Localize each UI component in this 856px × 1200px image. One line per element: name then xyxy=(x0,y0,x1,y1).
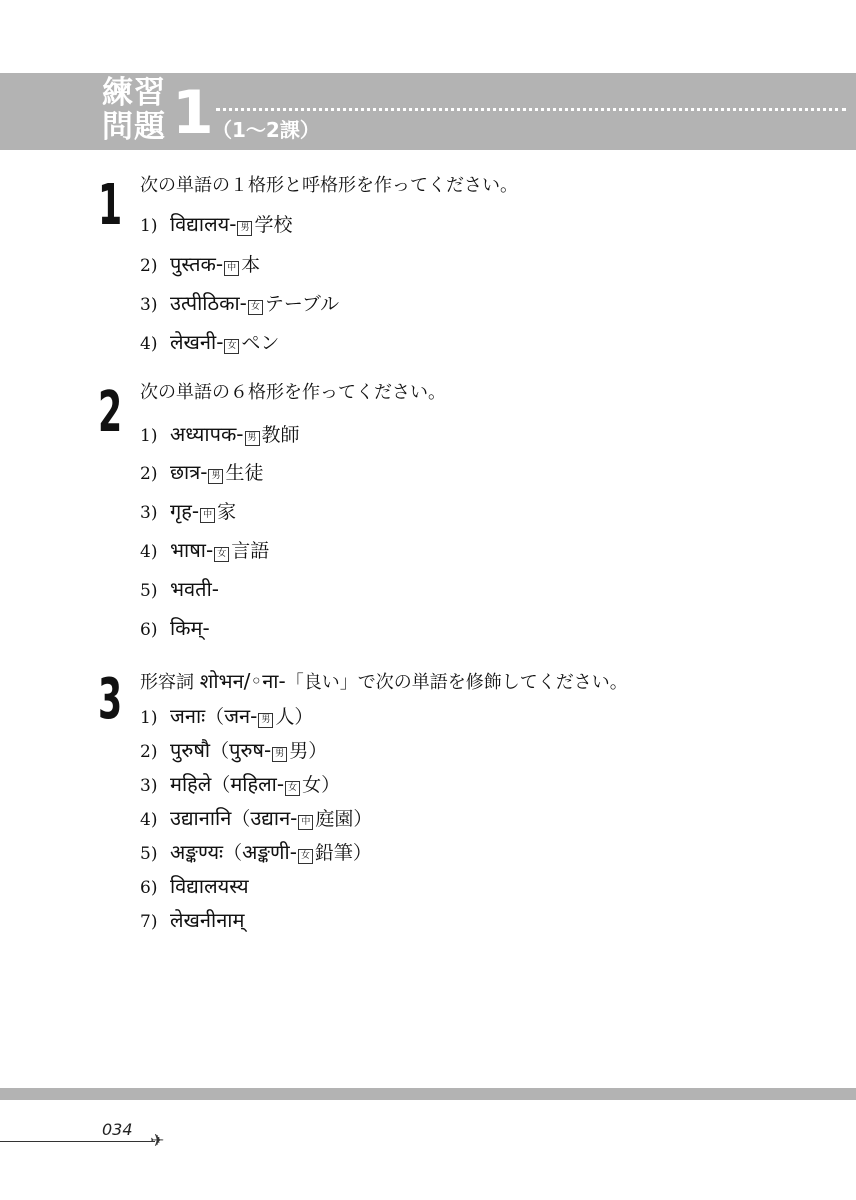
instruction-prefix: 形容詞 xyxy=(140,672,200,693)
list-item xyxy=(140,615,210,643)
word-meaning: ペン xyxy=(241,332,280,354)
sanskrit-word: भाषा- xyxy=(170,538,214,562)
sanskrit-word: विद्यालयस्य xyxy=(170,874,249,898)
sanskrit-word: जनाः xyxy=(170,704,206,728)
item-number: 2) xyxy=(140,256,158,276)
airplane-icon: ✈ xyxy=(150,1131,165,1151)
word-meaning: 鉛筆 xyxy=(314,842,353,864)
base-word: पुरुष- xyxy=(229,738,272,762)
base-word: जन- xyxy=(224,704,258,728)
sanskrit-word: उत्पीठिका- xyxy=(170,291,247,315)
sanskrit-word: गृह- xyxy=(170,499,200,523)
word-meaning: 人 xyxy=(275,706,295,728)
item-number: 6) xyxy=(140,620,158,640)
word-meaning: 言語 xyxy=(231,540,270,562)
gender-marker: 男 xyxy=(237,221,252,236)
list-item xyxy=(140,498,236,526)
page-number: 034 xyxy=(102,1120,133,1139)
sanskrit-word: लेखनी- xyxy=(170,330,224,354)
title-line-1: 練習 xyxy=(102,75,166,111)
section-instruction: 次の単語の６格形を作ってください。 xyxy=(140,382,446,403)
list-item xyxy=(140,537,269,565)
title-line-2: 問題 xyxy=(102,109,166,145)
list-item xyxy=(140,459,263,487)
item-number: 1) xyxy=(140,216,158,236)
section-number: 3 xyxy=(98,667,123,732)
section-number: 1 xyxy=(98,173,123,238)
sanskrit-word: अध्यापक- xyxy=(170,422,244,446)
item-number: 3) xyxy=(140,295,158,315)
sanskrit-word: अङ्कण्यः xyxy=(170,840,224,864)
sanskrit-word: लेखनीनाम् xyxy=(170,908,245,932)
gender-marker: 女 xyxy=(224,339,239,354)
item-number: 5) xyxy=(140,844,158,864)
word-meaning: 女 xyxy=(302,774,322,796)
item-number: 1) xyxy=(140,708,158,728)
item-number: 2) xyxy=(140,742,158,762)
base-word: अङ्कणी- xyxy=(242,840,297,864)
sanskrit-word: भवती- xyxy=(170,577,219,601)
list-item xyxy=(140,290,339,318)
gender-marker: 中 xyxy=(224,261,239,276)
gender-marker: 男 xyxy=(245,431,260,446)
gender-marker: 女 xyxy=(285,781,300,796)
section-instruction: 次の単語の１格形と呼格形を作ってください。 xyxy=(140,175,518,196)
word-meaning: 学校 xyxy=(254,214,293,236)
sanskrit-word: पुस्तक- xyxy=(170,252,224,276)
word-meaning: 庭園 xyxy=(315,808,354,830)
list-item: 5) अङ्कण्यः（अङ्कणी- 女 鉛筆） xyxy=(140,839,372,867)
word-meaning: 家 xyxy=(217,501,237,523)
lesson-range: （1～2課） xyxy=(212,118,320,142)
sanskrit-word: पुरुषौ xyxy=(170,738,211,762)
list-item: 1) जनाः（जन- 男 人） xyxy=(140,703,313,731)
sanskrit-word: उद्यानानि xyxy=(170,806,232,830)
section-instruction xyxy=(140,669,628,695)
item-number: 4) xyxy=(140,810,158,830)
item-number: 7) xyxy=(140,912,158,932)
sanskrit-word: किम्- xyxy=(170,616,210,640)
item-number: 4) xyxy=(140,334,158,354)
item-number: 5) xyxy=(140,581,158,601)
list-item: 3) महिले（महिला- 女 女） xyxy=(140,771,340,799)
exercise-number: 1 xyxy=(172,78,214,148)
list-item xyxy=(140,251,260,279)
sanskrit-word: महिले xyxy=(170,772,212,796)
list-item xyxy=(140,907,244,935)
list-item xyxy=(140,211,292,239)
list-item xyxy=(140,576,219,604)
gender-marker: 女 xyxy=(298,849,313,864)
gender-marker: 男 xyxy=(258,713,273,728)
list-item xyxy=(140,421,300,449)
item-number: 4) xyxy=(140,542,158,562)
word-meaning: 本 xyxy=(241,254,261,276)
list-item xyxy=(140,873,249,901)
instruction-suffix: 「良い」で次の単語を修飾してください。 xyxy=(285,672,628,693)
word-meaning: 男 xyxy=(289,740,309,762)
footer-band xyxy=(0,1088,856,1100)
gender-marker: 女 xyxy=(214,547,229,562)
item-number: 1) xyxy=(140,426,158,446)
sanskrit-word: विद्यालय- xyxy=(170,212,237,236)
gender-marker: 男 xyxy=(208,469,223,484)
adjective-word: शोभन/◦ना- xyxy=(199,669,286,693)
base-word: महिला- xyxy=(230,772,285,796)
page-number-rule xyxy=(0,1141,155,1142)
gender-marker: 中 xyxy=(200,508,215,523)
dotted-divider xyxy=(216,108,846,111)
list-item: 2) पुरुषौ（पुरुष- 男 男） xyxy=(140,737,327,765)
item-number: 6) xyxy=(140,878,158,898)
item-number: 3) xyxy=(140,503,158,523)
base-word: उद्यान- xyxy=(250,806,298,830)
item-number: 3) xyxy=(140,776,158,796)
word-meaning: 教師 xyxy=(261,424,300,446)
list-item xyxy=(140,329,279,357)
item-number: 2) xyxy=(140,464,158,484)
sanskrit-word: छात्र- xyxy=(170,460,208,484)
word-meaning: 生徒 xyxy=(225,462,264,484)
list-item: 4) उद्यानानि（उद्यान- 中 庭園） xyxy=(140,805,372,833)
gender-marker: 中 xyxy=(298,815,313,830)
section-number: 2 xyxy=(98,380,123,445)
gender-marker: 男 xyxy=(272,747,287,762)
gender-marker: 女 xyxy=(248,300,263,315)
word-meaning: テーブル xyxy=(264,293,340,315)
